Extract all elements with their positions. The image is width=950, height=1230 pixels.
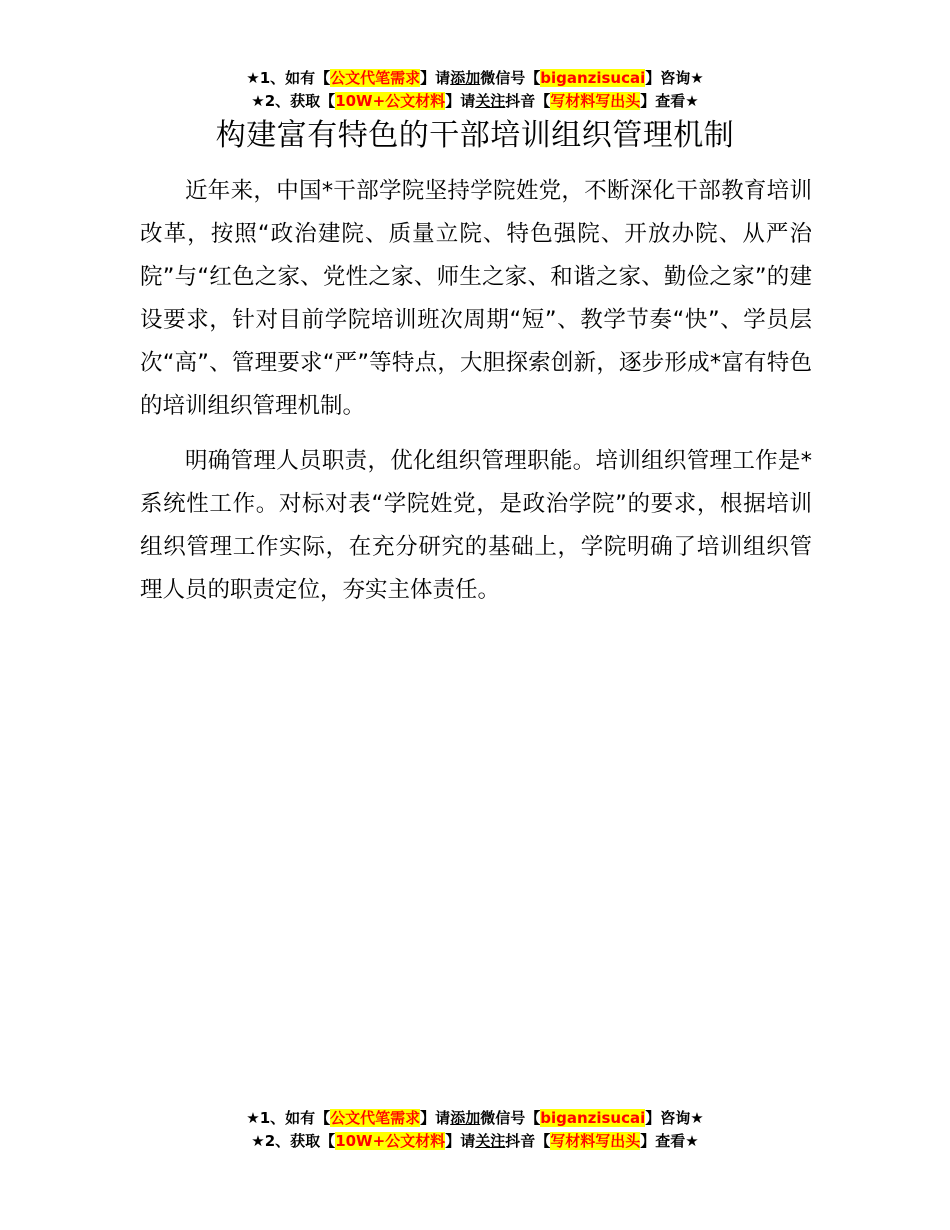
footer-line-2-prefix: ★2、获取【: [251, 1132, 336, 1150]
banner-line-2-middle: 】请: [445, 92, 476, 110]
banner-line-2-highlight-materials: 10W+公文材料: [335, 92, 446, 110]
footer-line-2-middle: 】请: [445, 1132, 476, 1150]
document-title: 构建富有特色的干部培训组织管理机制: [215, 118, 735, 153]
banner-line-2-prefix: ★2、获取【: [251, 92, 336, 110]
banner-line-1-highlight-wechat: biganzisucai: [540, 69, 646, 87]
banner-line-1: [0, 67, 950, 90]
banner-line-1-highlight-service: 公文代笔需求: [330, 69, 421, 87]
footer-line-1: [0, 1107, 950, 1130]
footer-line-2-middle-2: 抖音【: [505, 1132, 551, 1150]
document-body: [140, 170, 812, 624]
banner-line-2-middle-2: 抖音【: [505, 92, 551, 110]
paragraph-2: 明确管理人员职责，优化组织管理职能。培训组织管理工作是*系统性工作。对标对表“学院姓党，是政治学院”的要求，根据培训组织管理工作实际，在充分研究的基础上，学院明确了培训组织管理人员的职责定位，夯实主体责任。: [140, 448, 812, 603]
banner-line-1-middle-2: 微信号【: [480, 69, 541, 87]
footer-line-1-highlight-service: 公文代笔需求: [330, 1109, 421, 1127]
footer-line-2-underlined: 关注: [475, 1132, 506, 1150]
footer-line-1-prefix: ★1、如有【: [246, 1109, 331, 1127]
header-banner: [0, 67, 950, 113]
banner-line-2-highlight-douyin: 写材料写出头: [550, 92, 641, 110]
footer-banner: [0, 1107, 950, 1153]
banner-line-2: [0, 90, 950, 113]
footer-line-1-underlined: 添加: [450, 1109, 481, 1127]
footer-line-1-suffix: 】咨询★: [645, 1109, 704, 1127]
banner-line-2-underlined: 关注: [475, 92, 506, 110]
banner-line-1-middle: 】请: [420, 69, 451, 87]
footer-line-1-highlight-wechat: biganzisucai: [540, 1109, 646, 1127]
banner-line-2-suffix: 】查看★: [640, 92, 699, 110]
footer-line-1-middle-2: 微信号【: [480, 1109, 541, 1127]
footer-line-2-suffix: 】查看★: [640, 1132, 699, 1150]
footer-line-1-middle: 】请: [420, 1109, 451, 1127]
footer-line-2: [0, 1130, 950, 1153]
banner-line-1-suffix: 】咨询★: [645, 69, 704, 87]
footer-line-2-highlight-materials: 10W+公文材料: [335, 1132, 446, 1150]
paragraph-1: 近年来，中国*干部学院坚持学院姓党，不断深化干部教育培训改革，按照“政治建院、质量立院、特色强院、开放办院、从严治院”与“红色之家、党性之家、师生之家、和谐之家、勤俭之家”的建设要求，针对目前学院培训班次周期“短”、教学节奏“快”、学员层次“高”、管理要求“严”等特点，大胆探索创新，逐步形成*富有特色的培训组织管理机制。: [140, 178, 812, 419]
banner-line-1-underlined: 添加: [450, 69, 481, 87]
footer-line-2-highlight-douyin: 写材料写出头: [550, 1132, 641, 1150]
banner-line-1-prefix: ★1、如有【: [246, 69, 331, 87]
